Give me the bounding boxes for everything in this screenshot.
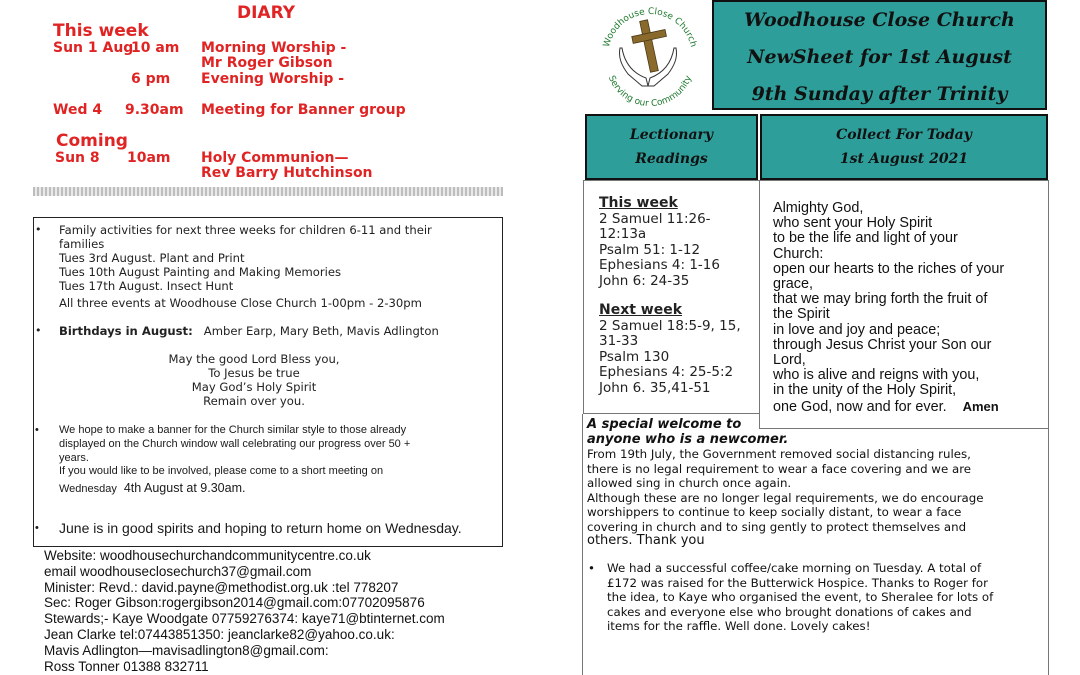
diary-row: Sun 8 10am Holy Communion— (55, 150, 349, 166)
diary-row: Sun 1 Aug 10 am Morning Worship - (53, 40, 347, 56)
lectionary-title-box (585, 114, 758, 180)
bullet-icon: • (35, 324, 42, 337)
diary-row: Wed 4 9.30am Meeting for Banner group (53, 102, 406, 118)
readings-next-week: Next week 2 Samuel 18:5-9, 15, 31-33 Psalm 130 Ephesians 4: 25-5:2 John 6. 35,41-51 (599, 302, 741, 396)
bullet-icon: • (35, 522, 39, 534)
blessing: May the good Lord Bless you, To Jesus be true May God’s Holy Spirit Remain over you. (168, 352, 340, 408)
bullet-icon: • (35, 223, 42, 236)
welcome-heading: A special welcome to anyone who is a newcomer. (587, 417, 789, 447)
this-week-heading: This week (53, 21, 149, 41)
bullet-icon: • (35, 424, 39, 436)
diary-title: DIARY (237, 3, 296, 23)
contact-details: Website: woodhousechurchandcommunitycentre.co.uk email woodhouseclosechurch37@gmail.com Minister: Revd.: david.payne@methodist.org.uk :tel 778207 Sec: Roger Gibson:rogergibson2014@gmail.com:07702095876 Stewards;- Kaye Woodgate 07759276374: kaye71@btinternet.com Jean Clarke tel:07443851350: jeanclarke82@yahoo.co.uk: Mavis Adlington—mavisadlington8@gmail.com: Ross Tonner 01388 832711 (44, 548, 445, 674)
newsheet-title: Woodhouse Close Church NewSheet for 1st August 9th Sunday after Trinity (744, 9, 1015, 105)
welcome-body: From 19th July, the Government removed social distancing rules, there is no legal requirement to wear a face covering and we are allowed sing in church once again. Although these are no longer legal requirements, we do encourage worshippers to continue to keep socially distant, to wear a face covering in church and to sing gently to protect themselves and others. Thank you (587, 447, 984, 548)
diary-row: Mr Roger Gibson (201, 55, 333, 71)
readings-panel (583, 180, 759, 414)
collect-title: Collect For Today 1st August 2021 (836, 127, 972, 167)
collect-panel (759, 180, 1049, 429)
collect-title-box (760, 114, 1048, 180)
bullet-icon: • (588, 561, 595, 575)
birthdays: • Birthdays in August: Amber Earp, Mary Beth, Mavis Adlington (35, 324, 439, 338)
family-activities: • Family activities for next three weeks for children 6-11 and their families Tues 3rd August. Plant and Print Tues 10th August Painting and Making Memories Tues 17th August. Insect Hunt All three events at Woodhouse Close Church 1-00pm - 2-30pm (35, 223, 432, 310)
june-notice: • June is in good spirits and hoping to return home on Wednesday. (35, 520, 462, 536)
readings-this-week: This week 2 Samuel 11:26- 12:13a Psalm 51: 1-12 Ephesians 4: 1-16 John 6: 24-35 (599, 195, 720, 289)
diary-row: Rev Barry Hutchinson (201, 165, 373, 181)
diary-row: 6 pm Evening Worship - (131, 71, 345, 87)
collect-prayer: Almighty God, who sent your Holy Spirit to be the life and light of your Church: open our hearts to the riches of your grace, that we may bring forth the fruit of the Spirit in love and joy and peace; through Jesus Christ your Son our Lord, who is alive and reigns with you, in the unity of the Holy Spirit, one God, now and for ever. Amen (773, 200, 1005, 415)
svg-text:Woodhouse Close Church: Woodhouse Close Church (601, 6, 698, 49)
svg-text:Serving our Community: Serving our Community (605, 74, 695, 110)
church-logo (592, 0, 704, 110)
lectionary-title: Lectionary Readings (629, 127, 714, 167)
coming-heading: Coming (56, 131, 128, 151)
church-logo-emblem (592, 0, 704, 110)
divider-bar (33, 187, 503, 196)
notices-box (33, 217, 503, 547)
banner-notice: • We hope to make a banner for the Church similar style to those already displayed on the Church window wall celebrating our progress over 50 + years. If you would like to be involved, please come to a short meeting on Wednesday 4th August at 9.30am. (35, 424, 411, 496)
coffee-morning-notice: • We had a successful coffee/cake morning on Tuesday. A total of £172 was raised for the Butterwick Hospice. Thanks to Roger for the idea, to Kaye who organised the event, to Sheralee for lots of cakes and everyone else who brought donations of cakes and items for the raffle. Well done. Lovely cakes! (588, 561, 994, 633)
